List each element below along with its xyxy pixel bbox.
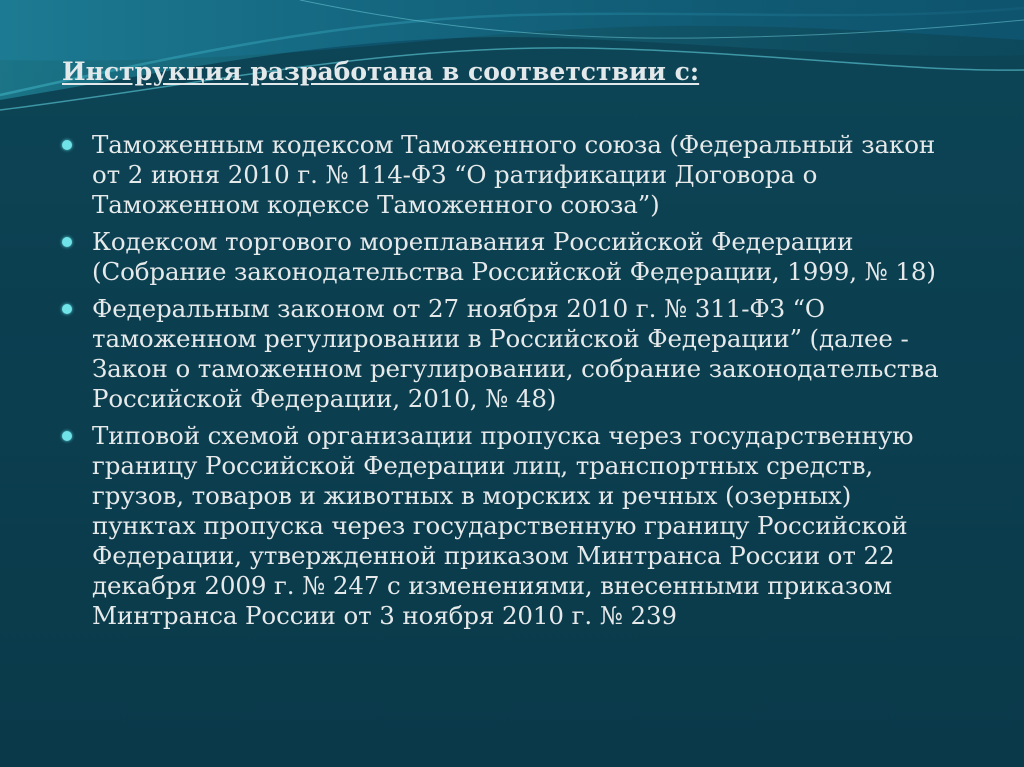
list-item-text: Таможенным кодексом Таможенного союза (Федеральный закон от 2 июня 2010 г. № 114-ФЗ “О ратификации Договора о Таможенном кодексе Таможенного союза”) xyxy=(92,130,936,219)
bullet-dot-icon xyxy=(62,237,72,247)
bullet-dot-icon xyxy=(62,304,72,314)
slide-title: Инструкция разработана в соответствии с: xyxy=(62,57,700,86)
bullet-dot-icon xyxy=(62,431,72,441)
list-item-text: Типовой схемой организации пропуска через государственную границу Российской Федерации лиц, транспортных средств, грузов, товаров и животных в морских и речных (озерных) пунктах пропуска через государственную границу Российской Федерации, утвержденной приказом Минтранса России от 22 декабря 2009 г. № 247 с изменениями, внесенными приказом Минтранса России от 3 ноября 2010 г. № 239 xyxy=(92,421,914,630)
list-item-text: Федеральным законом от 27 ноября 2010 г. № 311-ФЗ “О таможенном регулировании в Российской Федерации” (далее - Закон о таможенном регулировании, собрание законодательства Российской Федерации, 2010, № 48) xyxy=(92,294,939,413)
list-item xyxy=(62,294,962,414)
slide-content xyxy=(62,52,962,92)
list-item xyxy=(62,130,962,220)
list-item xyxy=(62,421,962,631)
bullet-dot-icon xyxy=(62,140,72,150)
list-item-text: Кодексом торгового мореплавания Российской Федерации (Собрание законодательства Российской Федерации, 1999, № 18) xyxy=(92,227,936,286)
bullet-list xyxy=(62,130,962,638)
list-item xyxy=(62,227,962,287)
